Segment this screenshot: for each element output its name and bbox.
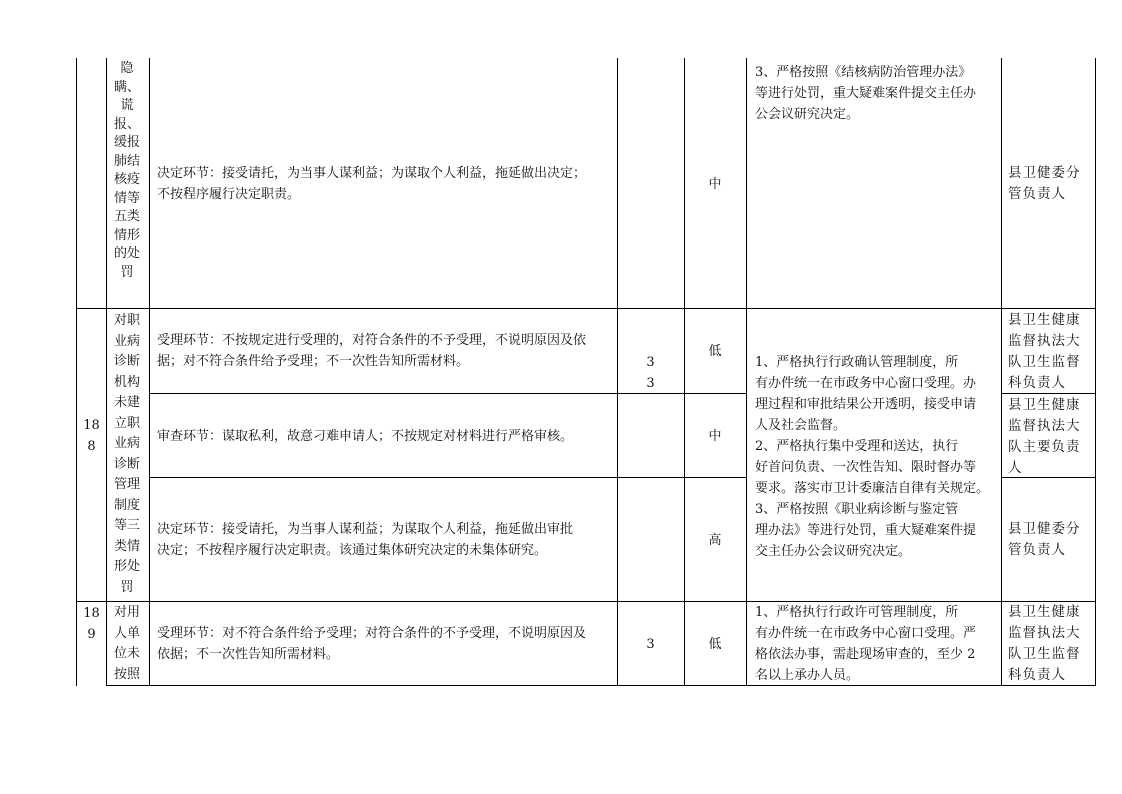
responsible-person: 县卫生健康 监督执法大 队主要负责 人 <box>1008 397 1081 476</box>
responsible-person: 县卫生健康 监督执法大 队卫生监督 科负责人 <box>1008 312 1081 391</box>
row-divider <box>149 477 746 478</box>
table-border-left <box>76 58 77 686</box>
count-value: 3 3 <box>646 355 655 391</box>
row-number: 18 8 <box>83 418 100 454</box>
item-name-cell: 对用 人单 位未 按照 <box>113 605 140 682</box>
accept-step-text: 受理环节：对不符合条件给予受理；对符合条件的不予受理，不说明原因及 依据；不一次性告知所需材料。 <box>157 626 587 662</box>
accept-step-text: 受理环节：不按规定进行受理的，对符合条件的不予受理，不说明原因及依 据；对不符合条件给予受理；不一次性告知所需材料。 <box>157 333 587 369</box>
item-name-cell: 隐 瞒、 谎 报、 缓报 肺结 核疫 情等 五类 情形 的处 罚 <box>113 61 140 280</box>
risk-level: 中 <box>708 429 722 444</box>
decision-step-text: 决定环节：接受请托，为当事人谋利益；为谋取个人利益，拖延做出审批 决定；不按程序履行决定职责。该通过集体研究决定的未集体研究。 <box>157 522 574 558</box>
responsible-person: 县卫健委分 管负责人 <box>1008 165 1081 202</box>
item-name-cell: 对职 业病 诊断 机构 未建 立职 业病 诊断 管理 制度 等三 类情 形处 罚 <box>113 313 140 595</box>
prevention-measures: 3、严格按照《结核病防治管理办法》 等进行处罚，重大疑难案件提交主任办 公会议研究决定。 <box>755 65 977 122</box>
risk-level: 低 <box>708 637 722 652</box>
risk-level: 中 <box>708 177 722 192</box>
table-border-right <box>1095 58 1096 686</box>
risk-level: 高 <box>708 533 722 548</box>
prevention-measures: 1、严格执行行政确认管理制度，所 有办件统一在市政务中心窗口受理。办 理过程和审批结果公开透明，接受申请 人及社会监督。 2、严格执行集中受理和送达，执行 好首问负责、一次性告知、限时督办等 要求。落实市卫计委廉洁自律有关规定。 3、严格按照《职业病诊断与鉴定管 理办法》等进行处罚，重大疑难案件提 交主任办公会议研究决定。 <box>755 355 990 559</box>
responsible-person: 县卫生健康 监督执法大 队卫生监督 科负责人 <box>1008 604 1081 683</box>
review-step-text: 审查环节：谋取私利，故意刁难申请人；不按规定对材料进行严格审核。 <box>157 429 574 444</box>
table-column-divider <box>746 58 747 686</box>
responsible-person: 县卫健委分 管负责人 <box>1008 521 1081 558</box>
table-column-divider <box>684 58 685 686</box>
table-column-divider <box>1001 58 1002 686</box>
row-number: 18 9 <box>83 606 100 642</box>
table-column-divider <box>149 58 150 686</box>
count-value: 3 <box>646 637 655 652</box>
decision-step-text: 决定环节：接受请托，为当事人谋利益；为谋取个人利益，拖延做出决定； 不按程序履行决定职责。 <box>157 166 587 202</box>
risk-level: 低 <box>708 344 722 359</box>
row-divider <box>76 308 1096 309</box>
prevention-measures: 1、严格执行行政许可管理制度，所 有办件统一在市政务中心窗口受理。严 格依法办事，需赴现场审查的，至少 2 名以上承办人员。 <box>755 605 977 683</box>
